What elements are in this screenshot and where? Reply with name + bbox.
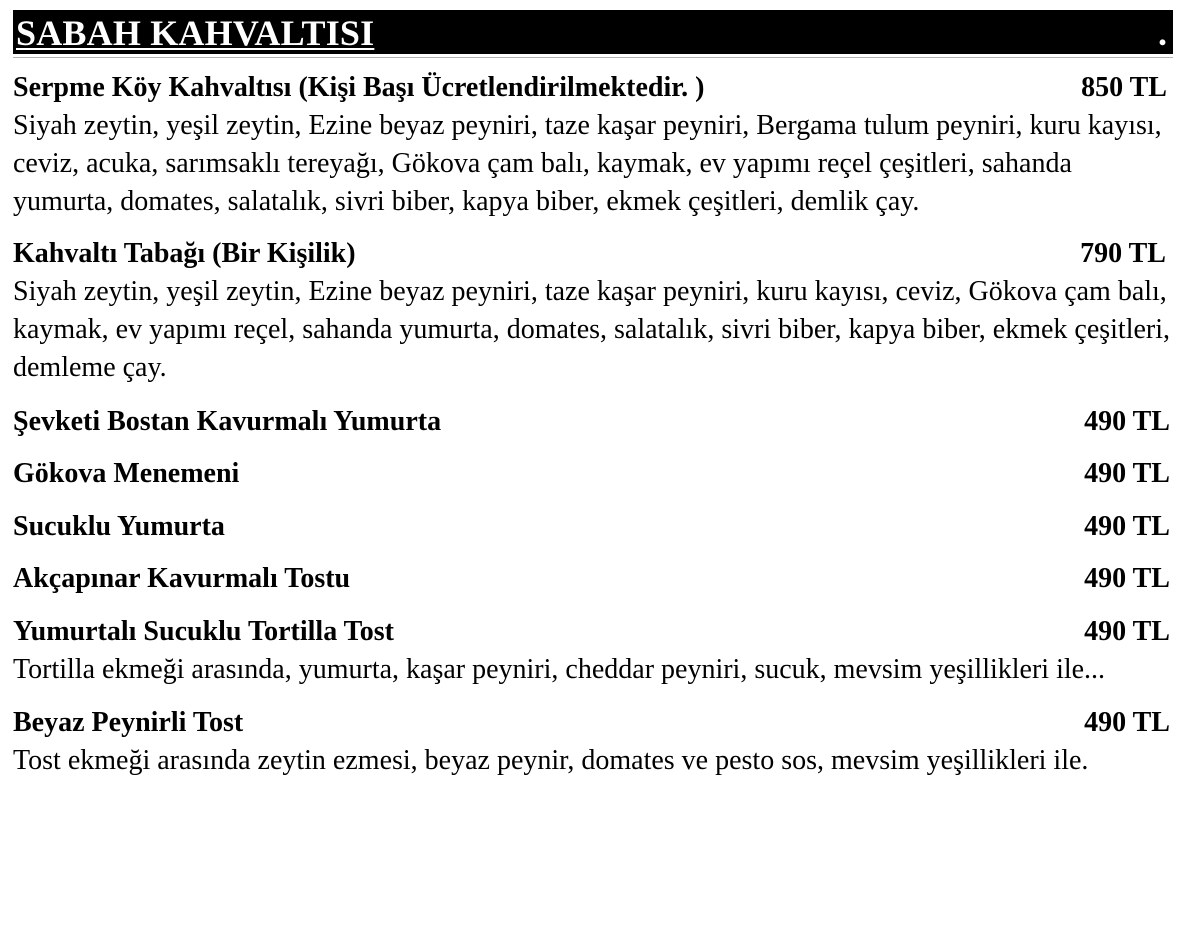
menu-item-name: Şevketi Bostan Kavurmalı Yumurta bbox=[13, 406, 442, 437]
menu-item-name: Sucuklu Yumurta bbox=[13, 511, 225, 542]
menu-item-row bbox=[13, 704, 1173, 742]
section-title: SABAH KAHVALTISI bbox=[16, 13, 375, 53]
menu-item-akcapinar-tostu bbox=[13, 560, 1173, 598]
menu-item-name: Akçapınar Kavurmalı Tostu bbox=[13, 563, 351, 594]
menu-item-price: 490 TL bbox=[1084, 616, 1170, 647]
menu-item-sevketi-bostan bbox=[13, 403, 1173, 441]
menu-item-price: 490 TL bbox=[1084, 511, 1170, 542]
menu-item-row bbox=[13, 613, 1173, 651]
section-trailing-mark: . bbox=[1158, 13, 1167, 53]
menu-item-description: Siyah zeytin, yeşil zeytin, Ezine beyaz peyniri, taze kaşar peyniri, kuru kayısı, ceviz, Gökova çam balı, kaymak, ev yapımı reçel, sahanda yumurta, domates, salatalık, sivri biber, kapya biber, ekmek çeşitleri, demleme çay. bbox=[13, 276, 1171, 383]
menu-item-description: Tortilla ekmeği arasında, yumurta, kaşar peyniri, cheddar peyniri, sucuk, mevsim yeşillikleri ile... bbox=[13, 654, 1106, 685]
menu-item-name: Gökova Menemeni bbox=[13, 458, 240, 489]
menu-item-row bbox=[13, 508, 1173, 546]
menu-item-price: 790 TL bbox=[1080, 238, 1166, 269]
menu-item-price: 490 TL bbox=[1084, 563, 1170, 594]
menu-item-row bbox=[13, 455, 1173, 493]
menu-item-row bbox=[13, 403, 1173, 441]
header-divider bbox=[13, 57, 1173, 58]
menu-item-serpme-koy-kahvaltisi bbox=[13, 69, 1173, 221]
menu-item-name: Yumurtalı Sucuklu Tortilla Tost bbox=[13, 616, 395, 647]
menu-page bbox=[13, 10, 1173, 780]
menu-item-price: 490 TL bbox=[1084, 458, 1170, 489]
menu-item-description: Siyah zeytin, yeşil zeytin, Ezine beyaz peyniri, taze kaşar peyniri, Bergama tulum peyniri, kuru kayısı, ceviz, acuka, sarımsaklı tereyağı, Gökova çam balı, kaymak, ev yapımı reçel çeşitleri, sahanda yumurta, domates, salatalık, sivri biber, kapya biber, ekmek çeşitleri, demlik çay. bbox=[13, 110, 1162, 217]
menu-item-row bbox=[13, 69, 1173, 107]
menu-item-row bbox=[13, 235, 1173, 273]
section-header bbox=[13, 10, 1173, 54]
menu-item-sucuklu-yumurta bbox=[13, 508, 1173, 546]
menu-item-gokova-menemeni bbox=[13, 455, 1173, 493]
menu-item-description: Tost ekmeği arasında zeytin ezmesi, beyaz peynir, domates ve pesto sos, mevsim yeşillikleri ile. bbox=[13, 745, 1089, 776]
menu-item-row bbox=[13, 560, 1173, 598]
menu-item-price: 490 TL bbox=[1084, 707, 1170, 738]
menu-item-price: 850 TL bbox=[1081, 72, 1167, 103]
menu-item-name: Serpme Köy Kahvaltısı (Kişi Başı Ücretlendirilmektedir. ) bbox=[13, 72, 705, 103]
menu-item-kahvalti-tabagi bbox=[13, 235, 1173, 387]
menu-item-beyaz-peynirli-tost bbox=[13, 704, 1173, 780]
menu-item-name: Kahvaltı Tabağı (Bir Kişilik) bbox=[13, 238, 356, 269]
menu-item-price: 490 TL bbox=[1084, 406, 1170, 437]
menu-item-name: Beyaz Peynirli Tost bbox=[13, 707, 244, 738]
menu-item-tortilla-tost bbox=[13, 613, 1173, 689]
